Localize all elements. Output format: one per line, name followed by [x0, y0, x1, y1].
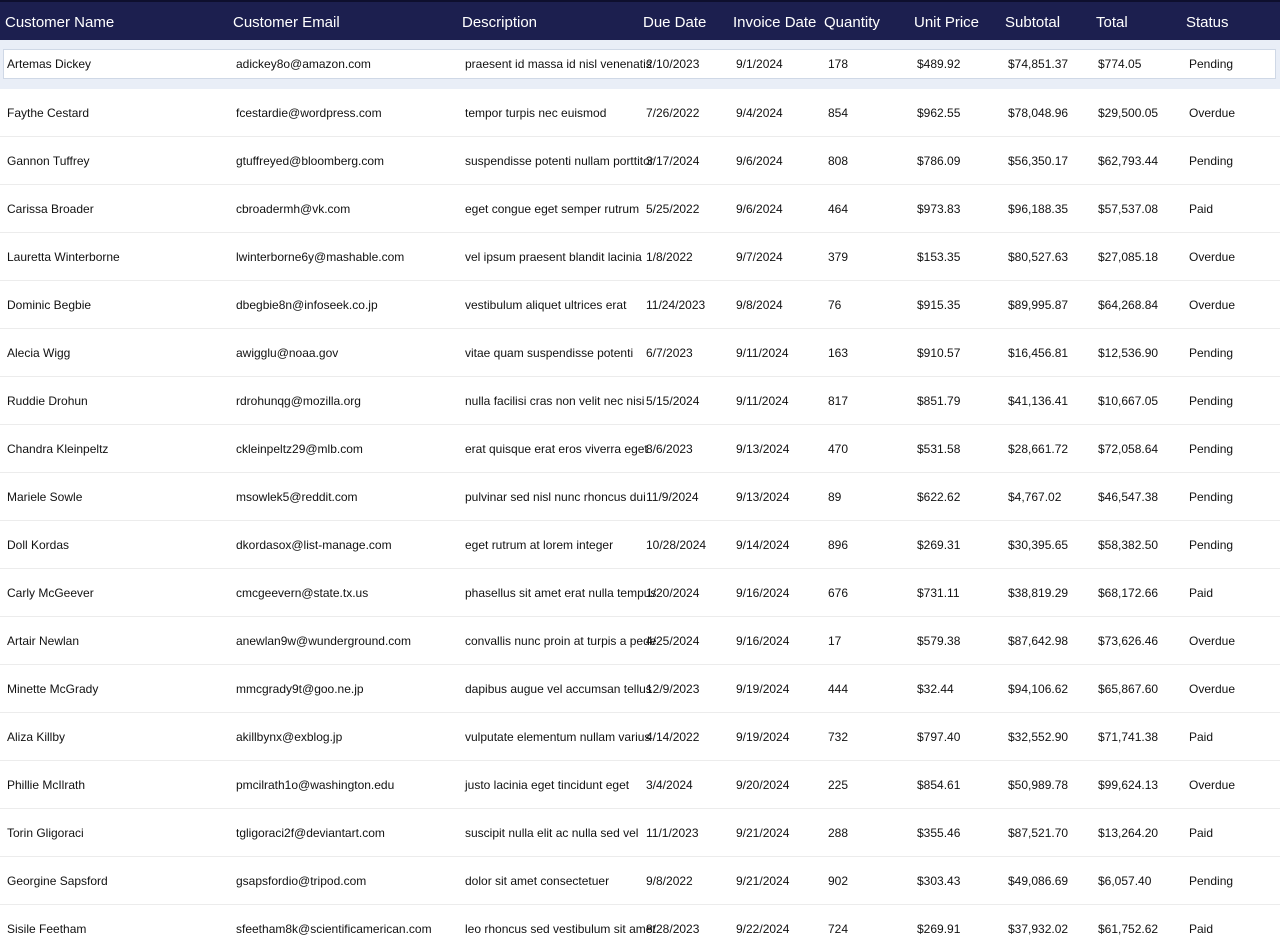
cell-subtotal: $4,767.02: [1008, 489, 1062, 504]
table-row[interactable]: [0, 233, 1280, 281]
cell-qty: 464: [828, 201, 849, 216]
cell-invoice: 9/16/2024: [736, 585, 790, 600]
cell-status: Pending: [1189, 57, 1234, 71]
cell-unit: $854.61: [917, 777, 961, 792]
cell-qty: 896: [828, 537, 849, 552]
cell-status: Paid: [1189, 729, 1214, 744]
column-header-invoice[interactable]: Invoice Date: [733, 14, 817, 31]
cell-email: anewlan9w@wunderground.com: [236, 633, 411, 648]
cell-qty: 225: [828, 777, 849, 792]
cell-email: rdrohunqg@mozilla.org: [236, 393, 361, 408]
cell-status: Pending: [1189, 441, 1234, 456]
cell-unit: $915.35: [917, 297, 961, 312]
cell-email: lwinterborne6y@mashable.com: [236, 249, 405, 264]
cell-subtotal: $89,995.87: [1008, 297, 1069, 312]
cell-subtotal: $87,642.98: [1008, 633, 1069, 648]
cell-name: Faythe Cestard: [7, 105, 90, 120]
cell-description: suscipit nulla elit ac nulla sed vel: [465, 825, 639, 840]
cell-unit: $851.79: [917, 393, 961, 408]
cell-name: Carly McGeever: [7, 585, 94, 600]
cell-name: Lauretta Winterborne: [7, 249, 120, 264]
cell-email: ckleinpeltz29@mlb.com: [236, 441, 363, 456]
cell-name: Artemas Dickey: [7, 57, 92, 71]
cell-invoice: 9/13/2024: [736, 489, 790, 504]
cell-description: phasellus sit amet erat nulla tempus: [465, 585, 657, 600]
cell-status: Overdue: [1189, 681, 1236, 696]
cell-invoice: 9/6/2024: [736, 153, 783, 168]
cell-status: Overdue: [1189, 105, 1236, 120]
cell-unit: $622.62: [917, 489, 961, 504]
cell-email: awigglu@noaa.gov: [236, 345, 339, 360]
cell-qty: 163: [828, 345, 849, 360]
cell-total: $71,741.38: [1098, 729, 1159, 744]
cell-description: vulputate elementum nullam varius: [465, 729, 651, 744]
cell-unit: $32.44: [917, 681, 954, 696]
cell-name: Phillie McIlrath: [7, 777, 86, 792]
cell-status: Overdue: [1189, 633, 1236, 648]
table-row[interactable]: [0, 377, 1280, 425]
cell-invoice: 9/16/2024: [736, 633, 790, 648]
cell-invoice: 9/8/2024: [736, 297, 783, 312]
column-header-due[interactable]: Due Date: [643, 14, 707, 31]
cell-total: $13,264.20: [1098, 825, 1159, 840]
cell-qty: 902: [828, 873, 849, 888]
cell-invoice: 9/14/2024: [736, 537, 790, 552]
cell-status: Pending: [1189, 345, 1234, 360]
cell-subtotal: $16,456.81: [1008, 345, 1069, 360]
table-row[interactable]: [0, 665, 1280, 713]
column-header-description[interactable]: Description: [462, 14, 538, 31]
cell-invoice: 9/13/2024: [736, 441, 790, 456]
cell-description: dolor sit amet consectetuer: [465, 873, 610, 888]
cell-status: Pending: [1189, 873, 1234, 888]
cell-due: 6/7/2023: [646, 345, 693, 360]
cell-name: Artair Newlan: [7, 633, 80, 648]
cell-due: 3/17/2024: [646, 153, 700, 168]
cell-description: dapibus augue vel accumsan tellus: [465, 681, 652, 696]
cell-total: $10,667.05: [1098, 393, 1159, 408]
cell-email: gsapsfordio@tripod.com: [236, 873, 367, 888]
cell-description: vitae quam suspendisse potenti: [465, 345, 634, 360]
cell-invoice: 9/21/2024: [736, 825, 790, 840]
cell-unit: $303.43: [917, 873, 961, 888]
table-row[interactable]: [0, 89, 1280, 137]
cell-due: 3/4/2024: [646, 777, 693, 792]
column-header-email[interactable]: Customer Email: [233, 14, 340, 31]
cell-name: Minette McGrady: [7, 681, 99, 696]
cell-total: $73,626.46: [1098, 633, 1159, 648]
column-header-name[interactable]: Customer Name: [5, 14, 115, 31]
cell-description: erat quisque erat eros viverra eget: [465, 441, 648, 456]
cell-qty: 470: [828, 441, 849, 456]
cell-qty: 676: [828, 585, 849, 600]
table-row[interactable]: [0, 569, 1280, 617]
cell-name: Ruddie Drohun: [7, 393, 88, 408]
cell-unit: $269.31: [917, 537, 961, 552]
cell-total: $46,547.38: [1098, 489, 1159, 504]
cell-due: 11/24/2023: [646, 297, 706, 312]
cell-subtotal: $80,527.63: [1008, 249, 1069, 264]
cell-invoice: 9/22/2024: [736, 921, 790, 936]
cell-email: sfeetham8k@scientificamerican.com: [236, 921, 432, 936]
cell-description: nulla facilisi cras non velit nec nisi: [465, 393, 645, 408]
cell-unit: $962.55: [917, 105, 961, 120]
cell-total: $99,624.13: [1098, 777, 1159, 792]
cell-due: 9/8/2022: [646, 873, 693, 888]
cell-email: dkordasox@list-manage.com: [236, 537, 392, 552]
table-row[interactable]: [0, 617, 1280, 665]
cell-unit: $786.09: [917, 153, 961, 168]
cell-qty: 89: [828, 489, 842, 504]
cell-invoice: 9/11/2024: [736, 345, 789, 360]
cell-name: Dominic Begbie: [7, 297, 92, 312]
table-row[interactable]: [0, 425, 1280, 473]
cell-due: 4/25/2024: [646, 633, 700, 648]
cell-due: 7/26/2022: [646, 105, 700, 120]
cell-unit: $153.35: [917, 249, 961, 264]
cell-unit: $910.57: [917, 345, 961, 360]
cell-invoice: 9/11/2024: [736, 393, 789, 408]
cell-subtotal: $49,086.69: [1008, 873, 1069, 888]
column-header-subtotal[interactable]: Subtotal: [1005, 14, 1061, 31]
cell-email: fcestardie@wordpress.com: [236, 105, 382, 120]
cell-subtotal: $32,552.90: [1008, 729, 1069, 744]
cell-due: 11/9/2024: [646, 489, 699, 504]
cell-unit: $269.91: [917, 921, 961, 936]
table-row[interactable]: [3, 49, 1276, 79]
cell-email: tgligoraci2f@deviantart.com: [236, 825, 385, 840]
cell-email: cmcgeevern@state.tx.us: [236, 585, 369, 600]
table-row[interactable]: [0, 761, 1280, 809]
cell-description: suspendisse potenti nullam porttitor: [465, 153, 654, 168]
cell-status: Pending: [1189, 153, 1234, 168]
cell-description: convallis nunc proin at turpis a pede: [465, 633, 657, 648]
cell-subtotal: $87,521.70: [1008, 825, 1069, 840]
cell-total: $61,752.62: [1098, 921, 1159, 936]
table-row[interactable]: [0, 521, 1280, 569]
cell-description: vel ipsum praesent blandit lacinia: [465, 249, 642, 264]
cell-status: Paid: [1189, 921, 1214, 936]
cell-description: leo rhoncus sed vestibulum sit amet: [465, 921, 656, 936]
table-row[interactable]: [0, 857, 1280, 905]
cell-subtotal: $50,989.78: [1008, 777, 1069, 792]
table-row[interactable]: [0, 281, 1280, 329]
cell-total: $62,793.44: [1098, 153, 1159, 168]
cell-name: Gannon Tuffrey: [7, 153, 90, 168]
cell-qty: 288: [828, 825, 849, 840]
table-row[interactable]: [0, 185, 1280, 233]
cell-status: Overdue: [1189, 777, 1236, 792]
cell-status: Overdue: [1189, 249, 1236, 264]
cell-name: Alecia Wigg: [7, 345, 71, 360]
cell-due: 8/6/2023: [646, 441, 693, 456]
cell-invoice: 9/19/2024: [736, 729, 790, 744]
table-row[interactable]: [0, 809, 1280, 857]
cell-name: Doll Kordas: [7, 537, 70, 552]
cell-due: 5/25/2022: [646, 201, 700, 216]
cell-due: 4/14/2022: [646, 729, 700, 744]
cell-qty: 76: [828, 297, 842, 312]
cell-description: eget congue eget semper rutrum: [465, 201, 640, 216]
cell-subtotal: $56,350.17: [1008, 153, 1069, 168]
cell-subtotal: $30,395.65: [1008, 537, 1069, 552]
table-row[interactable]: [0, 137, 1280, 185]
cell-total: $6,057.40: [1098, 873, 1152, 888]
cell-unit: $579.38: [917, 633, 961, 648]
cell-qty: 732: [828, 729, 849, 744]
cell-status: Pending: [1189, 489, 1234, 504]
cell-qty: 379: [828, 249, 849, 264]
cell-status: Pending: [1189, 537, 1234, 552]
cell-qty: 808: [828, 153, 849, 168]
cell-description: eget rutrum at lorem integer: [465, 537, 614, 552]
cell-unit: $973.83: [917, 201, 961, 216]
table-row[interactable]: [0, 329, 1280, 377]
cell-due: 8/28/2023: [646, 921, 700, 936]
cell-status: Pending: [1189, 393, 1234, 408]
cell-email: pmcilrath1o@washington.edu: [236, 777, 395, 792]
cell-due: 1/8/2022: [646, 249, 693, 264]
cell-description: tempor turpis nec euismod: [465, 105, 607, 120]
cell-status: Paid: [1189, 585, 1214, 600]
cell-status: Overdue: [1189, 297, 1236, 312]
table-header: [0, 0, 1280, 40]
table-row[interactable]: [0, 473, 1280, 521]
cell-unit: $731.11: [917, 585, 960, 600]
cell-total: $68,172.66: [1098, 585, 1159, 600]
cell-email: mmcgrady9t@goo.ne.jp: [236, 681, 364, 696]
cell-subtotal: $96,188.35: [1008, 201, 1069, 216]
cell-invoice: 9/7/2024: [736, 249, 783, 264]
cell-description: pulvinar sed nisl nunc rhoncus dui: [465, 489, 646, 504]
cell-invoice: 9/1/2024: [736, 57, 783, 71]
cell-email: gtuffreyed@bloomberg.com: [236, 153, 385, 168]
cell-qty: 444: [828, 681, 849, 696]
cell-unit: $355.46: [917, 825, 961, 840]
cell-description: justo lacinia eget tincidunt eget: [465, 777, 630, 792]
cell-total: $58,382.50: [1098, 537, 1159, 552]
cell-due: 11/1/2023: [646, 825, 699, 840]
cell-due: 2/10/2023: [646, 57, 700, 71]
cell-total: $27,085.18: [1098, 249, 1159, 264]
cell-invoice: 9/4/2024: [736, 105, 783, 120]
column-header-status[interactable]: Status: [1186, 14, 1229, 31]
cell-description: vestibulum aliquet ultrices erat: [465, 297, 627, 312]
cell-name: Mariele Sowle: [7, 489, 83, 504]
cell-subtotal: $28,661.72: [1008, 441, 1069, 456]
cell-subtotal: $74,851.37: [1008, 57, 1069, 71]
cell-due: 1/20/2024: [646, 585, 700, 600]
cell-qty: 178: [828, 57, 849, 71]
cell-invoice: 9/6/2024: [736, 201, 783, 216]
cell-unit: $531.58: [917, 441, 961, 456]
cell-subtotal: $37,932.02: [1008, 921, 1069, 936]
cell-subtotal: $38,819.29: [1008, 585, 1069, 600]
cell-due: 10/28/2024: [646, 537, 707, 552]
cell-invoice: 9/19/2024: [736, 681, 790, 696]
cell-subtotal: $78,048.96: [1008, 105, 1069, 120]
column-header-unit[interactable]: Unit Price: [914, 14, 980, 31]
cell-qty: 17: [828, 633, 842, 648]
cell-name: Sisile Feetham: [7, 921, 87, 936]
cell-email: dbegbie8n@infoseek.co.jp: [236, 297, 378, 312]
cell-qty: 854: [828, 105, 849, 120]
cell-due: 12/9/2023: [646, 681, 700, 696]
cell-invoice: 9/21/2024: [736, 873, 790, 888]
cell-email: msowlek5@reddit.com: [236, 489, 358, 504]
cell-due: 5/15/2024: [646, 393, 700, 408]
cell-total: $29,500.05: [1098, 105, 1159, 120]
cell-subtotal: $94,106.62: [1008, 681, 1069, 696]
cell-unit: $797.40: [917, 729, 961, 744]
cell-total: $774.05: [1098, 57, 1142, 71]
cell-invoice: 9/20/2024: [736, 777, 790, 792]
cell-name: Torin Gligoraci: [7, 825, 84, 840]
cell-name: Carissa Broader: [7, 201, 94, 216]
cell-name: Aliza Killby: [7, 729, 66, 744]
cell-status: Paid: [1189, 201, 1214, 216]
cell-status: Paid: [1189, 825, 1214, 840]
cell-total: $72,058.64: [1098, 441, 1159, 456]
cell-total: $64,268.84: [1098, 297, 1159, 312]
cell-email: akillbynx@exblog.jp: [236, 729, 343, 744]
column-header-total[interactable]: Total: [1096, 14, 1128, 31]
column-header-qty[interactable]: Quantity: [824, 14, 880, 31]
cell-total: $65,867.60: [1098, 681, 1159, 696]
cell-total: $12,536.90: [1098, 345, 1159, 360]
cell-unit: $489.92: [917, 57, 961, 71]
table-row[interactable]: [0, 713, 1280, 761]
cell-qty: 817: [828, 393, 849, 408]
cell-name: Georgine Sapsford: [7, 873, 108, 888]
cell-qty: 724: [828, 921, 849, 936]
cell-name: Chandra Kleinpeltz: [7, 441, 109, 456]
cell-email: adickey8o@amazon.com: [236, 57, 371, 71]
cell-email: cbroadermh@vk.com: [236, 201, 351, 216]
cell-description: praesent id massa id nisl venenatis: [465, 57, 652, 71]
table-row[interactable]: [0, 905, 1280, 952]
cell-total: $57,537.08: [1098, 201, 1159, 216]
cell-subtotal: $41,136.41: [1008, 393, 1069, 408]
